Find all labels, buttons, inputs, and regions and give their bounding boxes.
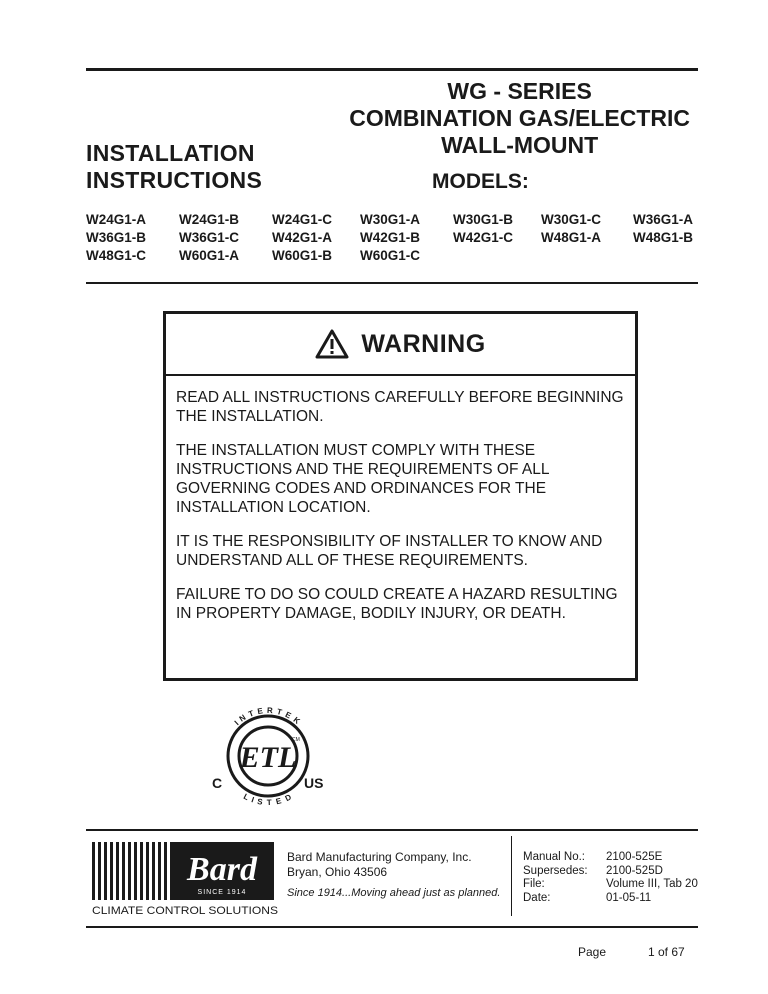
manual-value: 2100-525E (606, 851, 663, 863)
footer-bottom-rule (86, 926, 698, 928)
warning-paragraph: THE INSTALLATION MUST COMPLY WITH THESE INSTRUCTIONS AND THE REQUIREMENTS OF ALL GOVERNING CODES AND ORDINANCES FOR THE INSTALLATION LOCATION. (176, 442, 549, 516)
manual-label: Supersedes: (523, 864, 588, 877)
warning-header (166, 314, 635, 376)
document-type (86, 140, 262, 194)
company-address: Bryan, Ohio 43506 (287, 865, 388, 879)
title-line-3: WALL-MOUNT (441, 132, 599, 158)
manual-row (523, 851, 698, 865)
series-title (349, 78, 690, 159)
model-item: W42G1-C (453, 230, 514, 245)
svg-text:LISTED (242, 792, 294, 806)
model-item: W42G1-B (360, 230, 421, 245)
bard-logo-text: Bard (187, 851, 257, 888)
model-item: W30G1-C (541, 212, 602, 227)
top-rule (86, 68, 698, 71)
warning-triangle-icon (315, 329, 349, 359)
model-item: W60G1-B (272, 248, 333, 263)
title-line-2: COMBINATION GAS/ELECTRIC (349, 105, 690, 131)
model-item: W24G1-C (272, 212, 333, 227)
model-item: W48G1-A (541, 230, 602, 245)
model-item: W36G1-A (633, 212, 694, 227)
manual-label: Date: (523, 891, 551, 904)
manual-row (523, 892, 698, 906)
page-number: 1 of 67 (648, 945, 685, 959)
etl-left-c: C (212, 775, 223, 791)
model-item: W24G1-B (179, 212, 240, 227)
company-tagline: Since 1914...Moving ahead just as planned. (287, 887, 501, 899)
bard-since-text: SINCE 1914 (197, 889, 247, 896)
warning-paragraph: FAILURE TO DO SO COULD CREATE A HAZARD RESULTING IN PROPERTY DAMAGE, BODILY INJURY, OR DEATH. (176, 586, 618, 622)
model-item: W36G1-C (179, 230, 240, 245)
warning-paragraph: READ ALL INSTRUCTIONS CAREFULLY BEFORE BEGINNING THE INSTALLATION. (176, 389, 624, 425)
doc-type-line-2: INSTRUCTIONS (86, 167, 263, 193)
model-item: W24G1-A (86, 212, 147, 227)
doc-type-line-1: INSTALLATION (86, 140, 255, 166)
models-label: MODELS: (432, 170, 529, 193)
model-item: W36G1-B (86, 230, 147, 245)
etl-bottom-text: LISTED (241, 791, 294, 806)
company-info (287, 850, 472, 880)
title-line-1: WG - SERIES (447, 78, 592, 104)
bard-logo (92, 840, 278, 920)
model-item: W42G1-A (272, 230, 333, 245)
etl-small-text: CM (292, 737, 300, 743)
company-name: Bard Manufacturing Company, Inc. (287, 850, 472, 864)
page-label: Page (578, 945, 607, 959)
warning-box (163, 311, 638, 681)
model-item: W48G1-C (86, 248, 147, 263)
etl-right-us: US (304, 775, 324, 791)
model-list (86, 212, 706, 272)
warning-title: WARNING (361, 329, 486, 358)
warning-body (166, 376, 635, 623)
footer-top-rule (86, 829, 698, 831)
model-item: W30G1-B (453, 212, 514, 227)
manual-label: File: (523, 878, 545, 890)
models-bottom-rule (86, 282, 698, 284)
manual-row (523, 865, 698, 879)
manual-value: Volume III, Tab 20 (606, 878, 698, 890)
etl-top-text: INTERTEK (232, 706, 303, 728)
manual-label: Manual No.: (523, 851, 586, 863)
etl-listed-logo (208, 706, 328, 806)
model-item: W30G1-A (360, 212, 421, 227)
manual-value: 2100-525D (606, 864, 663, 877)
warning-paragraph: IT IS THE RESPONSIBILITY OF INSTALLER TO KNOW AND UNDERSTAND ALL OF THESE REQUIREMENTS. (176, 533, 603, 569)
bard-tagline: CLIMATE CONTROL SOLUTIONS (92, 905, 278, 917)
manual-info (523, 851, 698, 905)
etl-mark: ETL (239, 741, 297, 774)
manual-value: 01-05-11 (606, 891, 652, 904)
manual-row (523, 878, 698, 892)
model-item: W60G1-C (360, 248, 421, 263)
model-item: W48G1-B (633, 230, 694, 245)
model-item: W60G1-A (179, 248, 240, 263)
footer-divider (511, 836, 512, 916)
